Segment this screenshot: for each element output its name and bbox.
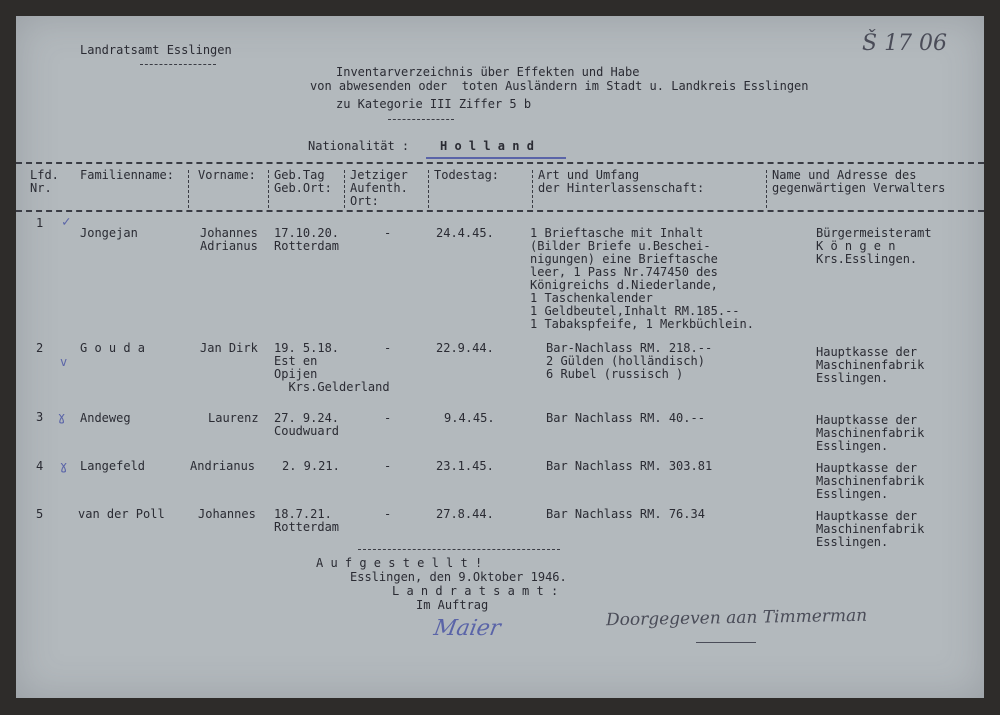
row-1-vorname: Johannes Adrianus [200, 226, 258, 253]
row-2-verwalter: Hauptkasse der Maschinenfabrik Esslingen. [816, 345, 925, 385]
row-5-geb: 18.7.21. Rotterdam [274, 507, 340, 534]
row-5-familienname: van der Poll [78, 507, 165, 521]
table-header-rule [16, 210, 984, 212]
title-line-2: von abwesenden oder toten Ausländern im Stadt u. Landkreis Esslingen [310, 79, 809, 93]
nationality-label: Nationalität : [308, 139, 410, 153]
row-5-hinterlassenschaft: Bar Nachlass RM. 76.34 [546, 507, 705, 521]
row-3-familienname: Andeweg [80, 411, 131, 425]
row-3-ort: - [384, 411, 392, 425]
row-4-todestag: 23.1.45. [436, 459, 494, 473]
row-4-nr: 4 [36, 459, 44, 473]
footer-line-1: A u f g e s t e l l t ! [316, 556, 483, 570]
title-line-3: zu Kategorie III Ziffer 5 b [336, 97, 532, 111]
row-1-hinterlassenschaft: 1 Brieftasche mit Inhalt (Bilder Briefe u.Beschei- nigungen) eine Brieftasche leer, 1 Pass Nr.747450 des Königreichs d.Niederlande, 1 Taschenkalender 1 Geldbeutel,Inhalt RM.185.-- 1 Tabakspfeife, 1 Merkbüchlein. [530, 226, 754, 331]
row-4-ort: - [384, 459, 392, 473]
row-3-todestag: 9.4.45. [444, 411, 495, 425]
row-5-verwalter: Hauptkasse der Maschinenfabrik Esslingen. [816, 509, 925, 549]
signature-maier: Maier [431, 616, 503, 641]
row-3-check-mark-icon: ɣ [58, 410, 66, 424]
row-2-check-mark-icon: v [60, 355, 68, 369]
col-separator [188, 170, 189, 208]
row-3-verwalter: Hauptkasse der Maschinenfabrik Esslingen. [816, 413, 925, 453]
document-page [16, 16, 984, 698]
col-separator [268, 170, 269, 208]
nationality-underline [426, 157, 566, 159]
row-4-geb: 2. 9.21. [282, 459, 340, 473]
row-4-vorname: Andrianus [190, 459, 256, 473]
footer-line-3: L a n d r a t s a m t : [392, 584, 559, 598]
pencil-note-signature: Doorgegeven aan Timmerman [605, 605, 868, 631]
row-3-nr: 3 [36, 410, 44, 424]
row-4-familienname: Langefeld [80, 459, 146, 473]
title-line-1: Inventarverzeichnis über Effekten und Habe [336, 65, 640, 79]
row-5-todestag: 27.8.44. [436, 507, 494, 521]
row-2-vorname: Jan Dirk [200, 341, 258, 355]
col-header-aufenth: Jetziger Aufenth. Ort: [350, 168, 408, 208]
row-5-vorname: Johannes [198, 507, 256, 521]
row-2-ort: - [384, 341, 392, 355]
row-1-nr: 1 [36, 216, 44, 230]
pencil-underline [696, 642, 756, 643]
table-top-rule [16, 162, 984, 164]
footer-line-2: Esslingen, den 9.Oktober 1946. [350, 570, 567, 584]
row-1-familienname: Jongejan [80, 226, 138, 240]
row-2-geb: 19. 5.18. Est en Opijen Krs.Gelderland [274, 341, 390, 394]
footer-rule [358, 549, 560, 550]
row-4-hinterlassenschaft: Bar Nachlass RM. 303.81 [546, 459, 713, 473]
col-header-todestag: Todestag: [434, 168, 500, 182]
col-header-verwalter: Name und Adresse des gegenwärtigen Verwalters [772, 168, 946, 195]
row-1-geb: 17.10.20. Rotterdam [274, 226, 340, 253]
title-underline [388, 119, 454, 120]
col-header-familienname: Familienname: [80, 168, 174, 182]
row-2-nr: 2 [36, 341, 44, 355]
col-separator [766, 170, 767, 208]
row-3-hinterlassenschaft: Bar Nachlass RM. 40.-- [546, 411, 705, 425]
row-3-geb: 27. 9.24. Coudwuard [274, 411, 340, 438]
row-1-check-mark-icon: ✓ [62, 214, 71, 230]
row-5-ort: - [384, 507, 392, 521]
row-2-familienname: G o u d a [80, 341, 146, 355]
row-2-hinterlassenschaft: Bar-Nachlass RM. 218.-- 2 Gülden (holländisch) 6 Rubel (russisch ) [546, 341, 713, 381]
col-separator [428, 170, 429, 208]
col-header-nr: Lfd. Nr. [30, 168, 59, 195]
archive-mark: Š 17 06 [862, 31, 948, 56]
col-separator [532, 170, 533, 208]
col-header-vorname: Vorname: [198, 168, 256, 182]
row-5-nr: 5 [36, 507, 44, 521]
row-4-verwalter: Hauptkasse der Maschinenfabrik Esslingen. [816, 461, 925, 501]
row-1-todestag: 24.4.45. [436, 226, 494, 240]
row-4-check-mark-icon: ɣ [60, 459, 68, 473]
col-header-geb: Geb.Tag Geb.Ort: [274, 168, 332, 195]
nationality-value: H o l l a n d [440, 139, 534, 153]
footer-line-4: Im Auftrag [416, 598, 489, 612]
row-2-todestag: 22.9.44. [436, 341, 494, 355]
row-3-vorname: Laurenz [208, 411, 259, 425]
row-1-ort: - [384, 226, 392, 240]
row-1-verwalter: Bürgermeisteramt K ö n g e n Krs.Esslingen. [816, 226, 932, 266]
col-header-hinterlassenschaft: Art und Umfang der Hinterlassenschaft: [538, 168, 705, 195]
office-name: Landratsamt Esslingen [80, 43, 232, 57]
col-separator [344, 170, 345, 208]
office-underline [140, 64, 216, 65]
